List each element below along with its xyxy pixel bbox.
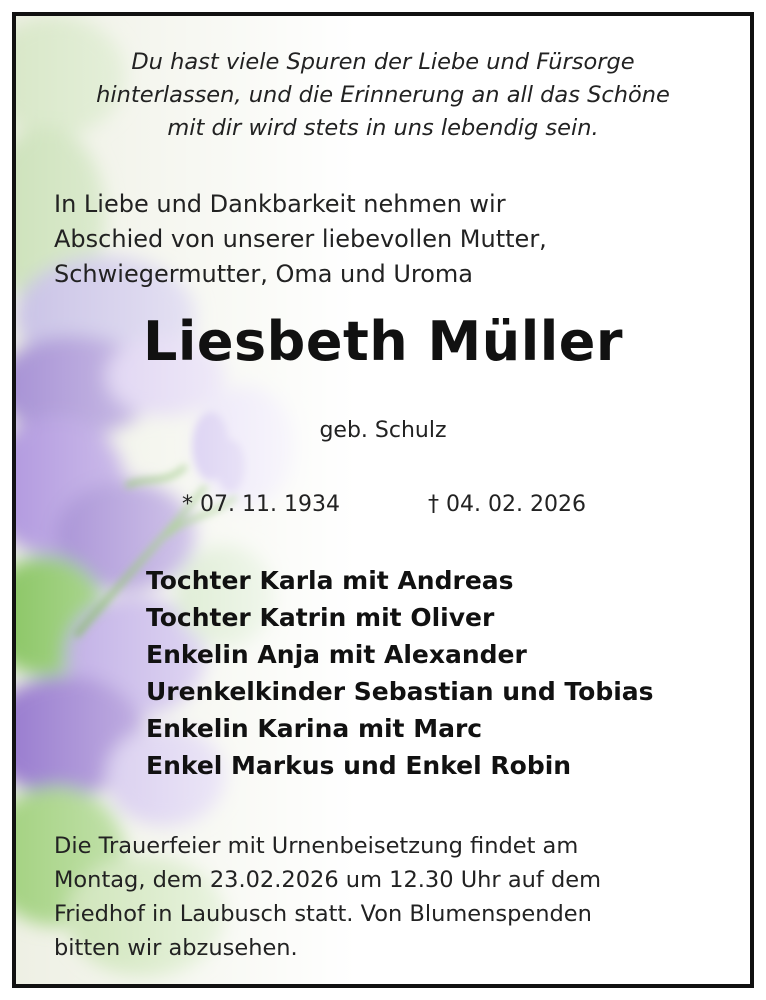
funeral-notice [54,829,601,965]
motto-line: Du hast viele Spuren der Liebe und Fürsorge [131,49,635,75]
mourners-list [146,562,654,784]
deceased-name: Liesbeth Müller [143,310,623,373]
maiden-name: geb. Schulz [319,418,447,443]
death-date: † 04. 02. 2026 [428,492,586,517]
motto-line: hinterlassen, und die Erinnerung an all das Schöne [96,82,670,108]
mourner-entry: Urenkelkinder Sebastian und Tobias [146,677,654,706]
intro-text [54,187,547,292]
birth-date: * 07. 11. 1934 [182,492,340,517]
funeral-line: Montag, dem 23.02.2026 um 12.30 Uhr auf dem [54,867,601,893]
funeral-line: bitten wir abzusehen. [54,935,298,961]
intro-line: Abschied von unserer liebevollen Mutter, [54,225,547,253]
mourner-entry: Tochter Karla mit Andreas [146,566,514,595]
motto-line: mit dir wird stets in uns lebendig sein. [167,115,599,141]
motto-verse [36,46,730,145]
mourner-entry: Enkel Markus und Enkel Robin [146,751,572,780]
funeral-line: Die Trauerfeier mit Urnenbeisetzung findet am [54,833,579,859]
intro-line: Schwiegermutter, Oma und Uroma [54,260,474,288]
obituary-frame [12,12,754,988]
mourner-entry: Enkelin Karina mit Marc [146,714,483,743]
mourner-entry: Tochter Katrin mit Oliver [146,603,495,632]
mourner-entry: Enkelin Anja mit Alexander [146,640,527,669]
funeral-line: Friedhof in Laubusch statt. Von Blumenspenden [54,901,592,927]
intro-line: In Liebe und Dankbarkeit nehmen wir [54,190,506,218]
